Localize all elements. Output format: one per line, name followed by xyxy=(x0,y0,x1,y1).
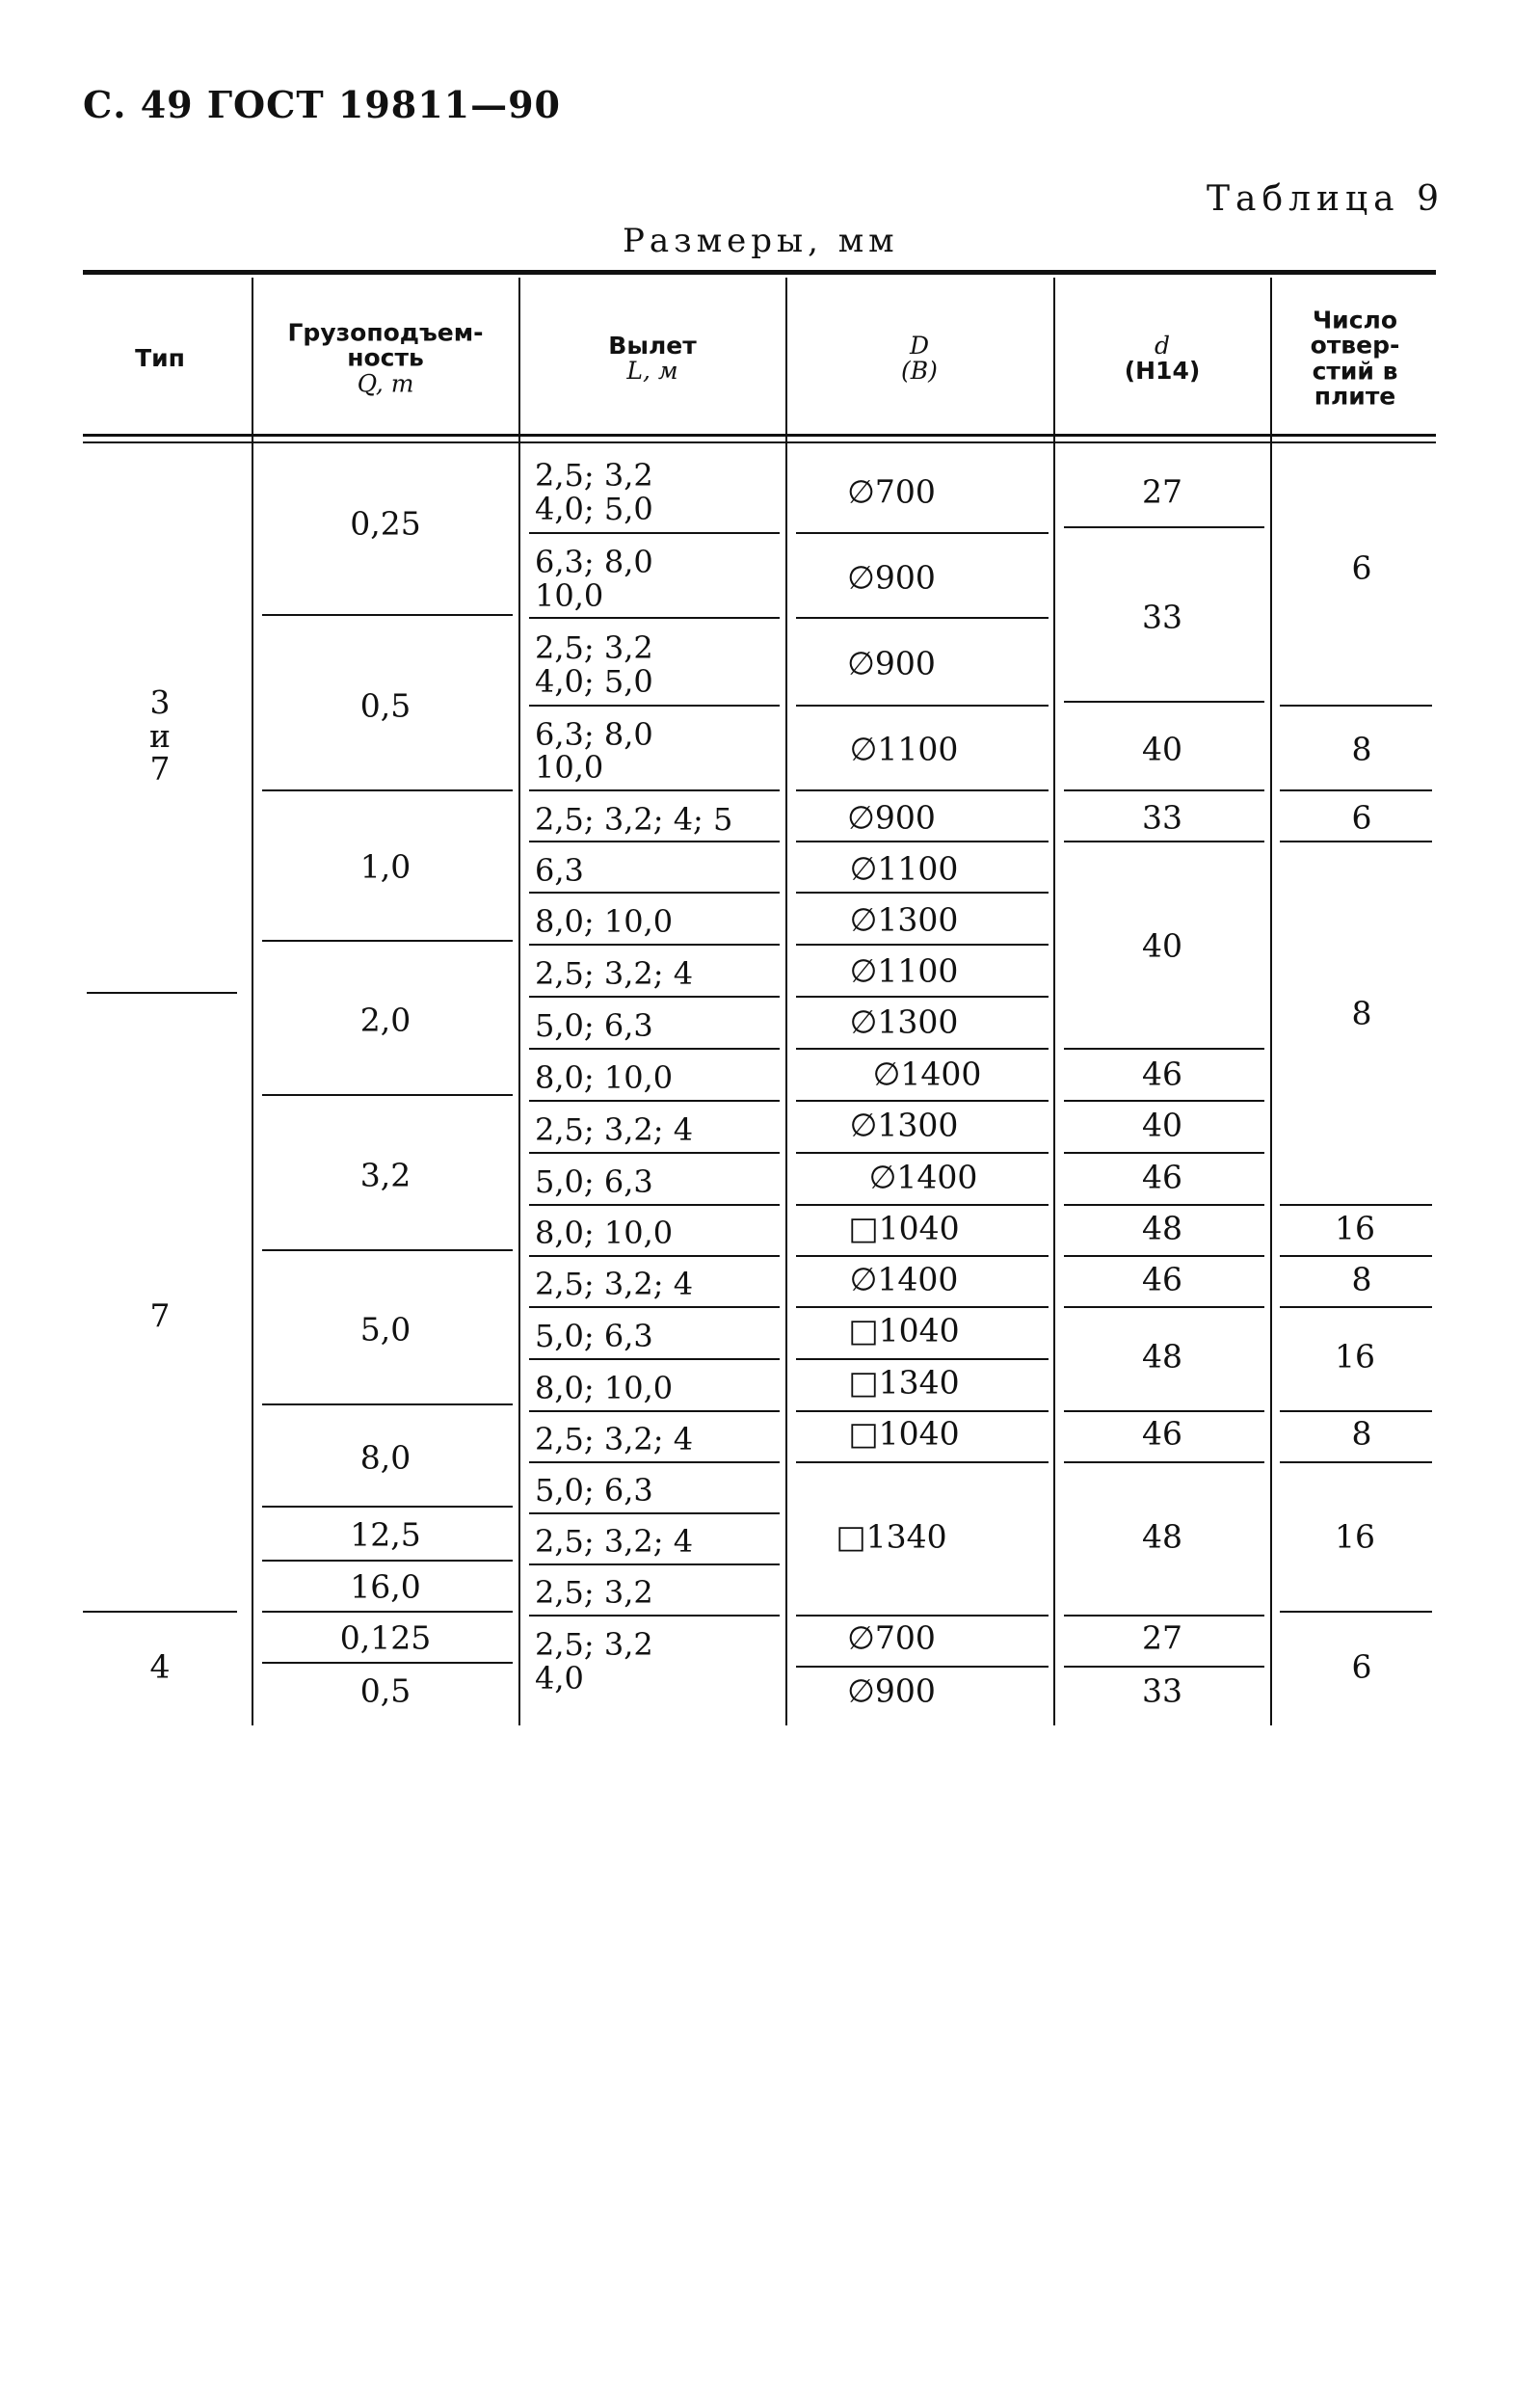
D-cell: ∅700 xyxy=(847,472,936,511)
d-cell: 46 xyxy=(1142,1414,1182,1453)
column-separator xyxy=(518,278,520,1725)
holes-separator xyxy=(1280,789,1432,791)
reach-cell: 10,0 xyxy=(535,749,604,786)
d-cell: 48 xyxy=(1142,1517,1182,1556)
capacity-separator xyxy=(262,1506,513,1508)
d-separator xyxy=(1064,1152,1264,1154)
D-cell: ∅1100 xyxy=(849,849,959,888)
header-D: D (B) xyxy=(901,331,938,385)
D-cell: □1040 xyxy=(848,1209,960,1247)
reach-separator xyxy=(529,892,780,894)
d-cell: 48 xyxy=(1142,1209,1182,1247)
reach-cell: 2,5; 3,2 xyxy=(535,1574,653,1611)
d-separator xyxy=(1064,1255,1264,1257)
reach-cell: 10,0 xyxy=(535,577,604,614)
reach-cell: 2,5; 3,2; 4; 5 xyxy=(535,801,733,838)
d-cell: 46 xyxy=(1142,1260,1182,1298)
d-separator xyxy=(1064,1615,1264,1617)
reach-separator xyxy=(529,1152,780,1154)
reach-separator xyxy=(529,617,780,619)
capacity-cell: 16,0 xyxy=(350,1567,421,1606)
D-separator xyxy=(796,841,1049,842)
reach-separator xyxy=(529,532,780,534)
reach-separator xyxy=(529,1306,780,1308)
holes-cell: 6 xyxy=(1351,548,1372,587)
D-cell: ∅900 xyxy=(847,644,936,682)
d-cell: 33 xyxy=(1142,798,1182,837)
D-separator xyxy=(796,1615,1049,1617)
column-separator xyxy=(1270,278,1272,1725)
d-separator xyxy=(1064,789,1264,791)
reach-separator xyxy=(529,944,780,946)
D-cell: ∅1100 xyxy=(849,730,959,768)
d-cell: 33 xyxy=(1142,1671,1182,1710)
D-separator xyxy=(796,1255,1049,1257)
D-cell: ∅900 xyxy=(847,798,936,837)
capacity-cell: 1,0 xyxy=(359,847,412,886)
D-separator xyxy=(796,1048,1049,1050)
reach-cell: 2,5; 3,2; 4 xyxy=(535,1523,694,1560)
header-d: d (H14) xyxy=(1124,331,1201,385)
header-bottom-rule xyxy=(83,434,1436,437)
reach-separator xyxy=(529,1512,780,1514)
reach-separator xyxy=(529,841,780,842)
reach-separator xyxy=(529,705,780,707)
reach-separator xyxy=(529,1563,780,1565)
D-cell: ∅1400 xyxy=(872,1055,982,1093)
header-type: Тип xyxy=(135,343,185,372)
d-separator xyxy=(1064,701,1264,703)
header-reach: Вылет L, м xyxy=(608,331,697,385)
reach-separator xyxy=(529,789,780,791)
holes-cell: 8 xyxy=(1351,730,1372,768)
D-cell: ∅900 xyxy=(847,1671,936,1710)
D-cell: □1040 xyxy=(848,1414,960,1453)
holes-separator xyxy=(1280,1255,1432,1257)
holes-separator xyxy=(1280,1410,1432,1412)
table-label: Таблица 9 xyxy=(1207,179,1445,219)
reach-cell: 8,0; 10,0 xyxy=(535,1370,674,1406)
D-cell: ∅1300 xyxy=(849,900,959,939)
header-capacity: Грузоподъем- ность Q, т xyxy=(287,318,484,398)
holes-cell: 16 xyxy=(1335,1337,1375,1376)
reach-cell: 2,5; 3,2; 4 xyxy=(535,1111,694,1148)
capacity-cell: 3,2 xyxy=(359,1156,412,1194)
capacity-cell: 12,5 xyxy=(350,1515,421,1554)
holes-cell: 6 xyxy=(1351,798,1372,837)
D-cell: ∅1100 xyxy=(849,951,959,990)
D-cell: ∅1400 xyxy=(849,1260,959,1298)
capacity-separator xyxy=(262,1662,513,1664)
capacity-cell: 0,25 xyxy=(350,504,421,543)
type-cell-7: 7 xyxy=(149,1296,171,1335)
capacity-cell: 0,125 xyxy=(339,1618,432,1657)
capacity-cell: 0,5 xyxy=(359,686,412,725)
reach-separator xyxy=(529,1100,780,1102)
D-separator xyxy=(796,892,1049,894)
reach-cell: 6,3; 8,0 xyxy=(535,716,653,753)
d-cell: 46 xyxy=(1142,1158,1182,1196)
capacity-cell: 8,0 xyxy=(359,1438,412,1477)
capacity-cell: 5,0 xyxy=(359,1310,412,1349)
reach-cell: 2,5; 3,2 xyxy=(535,629,653,666)
D-separator xyxy=(796,944,1049,946)
reach-cell: 4,0 xyxy=(535,1660,584,1697)
holes-separator xyxy=(1280,1461,1432,1463)
D-separator xyxy=(796,1666,1049,1668)
D-cell: □1340 xyxy=(836,1517,947,1556)
reach-separator xyxy=(529,996,780,998)
capacity-separator xyxy=(262,1094,513,1096)
holes-separator xyxy=(1280,841,1432,842)
holes-separator xyxy=(1280,705,1432,707)
reach-cell: 6,3 xyxy=(535,852,584,889)
d-separator xyxy=(1064,1410,1264,1412)
reach-separator xyxy=(529,1255,780,1257)
capacity-separator xyxy=(262,789,513,791)
d-separator xyxy=(1064,1048,1264,1050)
holes-cell: 8 xyxy=(1351,994,1372,1032)
reach-separator xyxy=(529,1358,780,1360)
holes-cell: 8 xyxy=(1351,1414,1372,1453)
D-separator xyxy=(796,996,1049,998)
page-header: С. 49 ГОСТ 19811—90 xyxy=(83,83,561,126)
d-cell: 46 xyxy=(1142,1055,1182,1093)
holes-separator xyxy=(1280,1204,1432,1206)
header-bottom-rule xyxy=(83,441,1436,443)
d-separator xyxy=(1064,841,1264,842)
column-separator xyxy=(252,278,253,1725)
reach-separator xyxy=(529,1204,780,1206)
holes-separator xyxy=(1280,1306,1432,1308)
reach-cell: 8,0; 10,0 xyxy=(535,903,674,940)
capacity-separator xyxy=(262,1403,513,1405)
D-separator xyxy=(796,789,1049,791)
reach-cell: 8,0; 10,0 xyxy=(535,1215,674,1251)
reach-cell: 2,5; 3,2 xyxy=(535,457,653,494)
reach-cell: 8,0; 10,0 xyxy=(535,1059,674,1096)
d-cell: 40 xyxy=(1142,730,1182,768)
d-cell: 48 xyxy=(1142,1337,1182,1376)
d-cell: 40 xyxy=(1142,1106,1182,1144)
capacity-separator xyxy=(262,1611,513,1613)
D-cell: ∅1400 xyxy=(868,1158,978,1196)
reach-cell: 2,5; 3,2; 4 xyxy=(535,955,694,992)
reach-cell: 5,0; 6,3 xyxy=(535,1472,653,1509)
d-separator xyxy=(1064,1100,1264,1102)
d-separator xyxy=(1064,1666,1264,1668)
holes-separator xyxy=(1280,1611,1432,1613)
D-cell: ∅1300 xyxy=(849,1106,959,1144)
holes-cell: 8 xyxy=(1351,1260,1372,1298)
reach-separator xyxy=(529,1615,780,1617)
d-cell: 33 xyxy=(1142,598,1182,636)
holes-cell: 6 xyxy=(1351,1647,1372,1686)
d-cell: 40 xyxy=(1142,926,1182,965)
capacity-cell: 2,0 xyxy=(359,1001,412,1039)
holes-cell: 16 xyxy=(1335,1209,1375,1247)
D-separator xyxy=(796,1152,1049,1154)
d-separator xyxy=(1064,1461,1264,1463)
reach-cell: 6,3; 8,0 xyxy=(535,544,653,580)
D-cell: □1340 xyxy=(848,1363,960,1402)
d-separator xyxy=(1064,1306,1264,1308)
D-separator xyxy=(796,705,1049,707)
D-separator xyxy=(796,1204,1049,1206)
table-caption: Размеры, мм xyxy=(623,222,899,260)
d-cell: 27 xyxy=(1142,472,1182,511)
reach-cell: 2,5; 3,2; 4 xyxy=(535,1421,694,1457)
capacity-separator xyxy=(262,614,513,616)
header-holes: Число отвер- стий в плите xyxy=(1310,306,1400,411)
type-separator xyxy=(83,1611,237,1613)
type-cell-3-and-7: 3 и 7 xyxy=(149,683,171,788)
reach-cell: 2,5; 3,2; 4 xyxy=(535,1266,694,1302)
capacity-separator xyxy=(262,1560,513,1562)
holes-cell: 16 xyxy=(1335,1517,1375,1556)
type-cell-4: 4 xyxy=(149,1647,171,1686)
d-cell: 27 xyxy=(1142,1618,1182,1657)
type-separator xyxy=(87,992,237,994)
D-separator xyxy=(796,532,1049,534)
reach-cell: 5,0; 6,3 xyxy=(535,1318,653,1354)
reach-cell: 2,5; 3,2 xyxy=(535,1626,653,1663)
D-separator xyxy=(796,1410,1049,1412)
capacity-cell: 0,5 xyxy=(359,1671,412,1710)
reach-cell: 5,0; 6,3 xyxy=(535,1007,653,1044)
d-separator xyxy=(1064,1204,1264,1206)
capacity-separator xyxy=(262,940,513,942)
column-separator xyxy=(1053,278,1055,1725)
D-separator xyxy=(796,1306,1049,1308)
D-cell: ∅700 xyxy=(847,1618,936,1657)
reach-cell: 5,0; 6,3 xyxy=(535,1163,653,1200)
column-separator xyxy=(785,278,787,1725)
D-separator xyxy=(796,617,1049,619)
reach-separator xyxy=(529,1410,780,1412)
D-separator xyxy=(796,1100,1049,1102)
reach-separator xyxy=(529,1461,780,1463)
D-cell: ∅1300 xyxy=(849,1002,959,1041)
D-cell: ∅900 xyxy=(847,558,936,597)
capacity-separator xyxy=(262,1249,513,1251)
reach-separator xyxy=(529,1048,780,1050)
table-top-rule xyxy=(83,270,1436,275)
D-cell: □1040 xyxy=(848,1311,960,1349)
reach-cell: 4,0; 5,0 xyxy=(535,663,653,700)
D-separator xyxy=(796,1358,1049,1360)
reach-cell: 4,0; 5,0 xyxy=(535,491,653,527)
D-separator xyxy=(796,1461,1049,1463)
d-separator xyxy=(1064,526,1264,528)
